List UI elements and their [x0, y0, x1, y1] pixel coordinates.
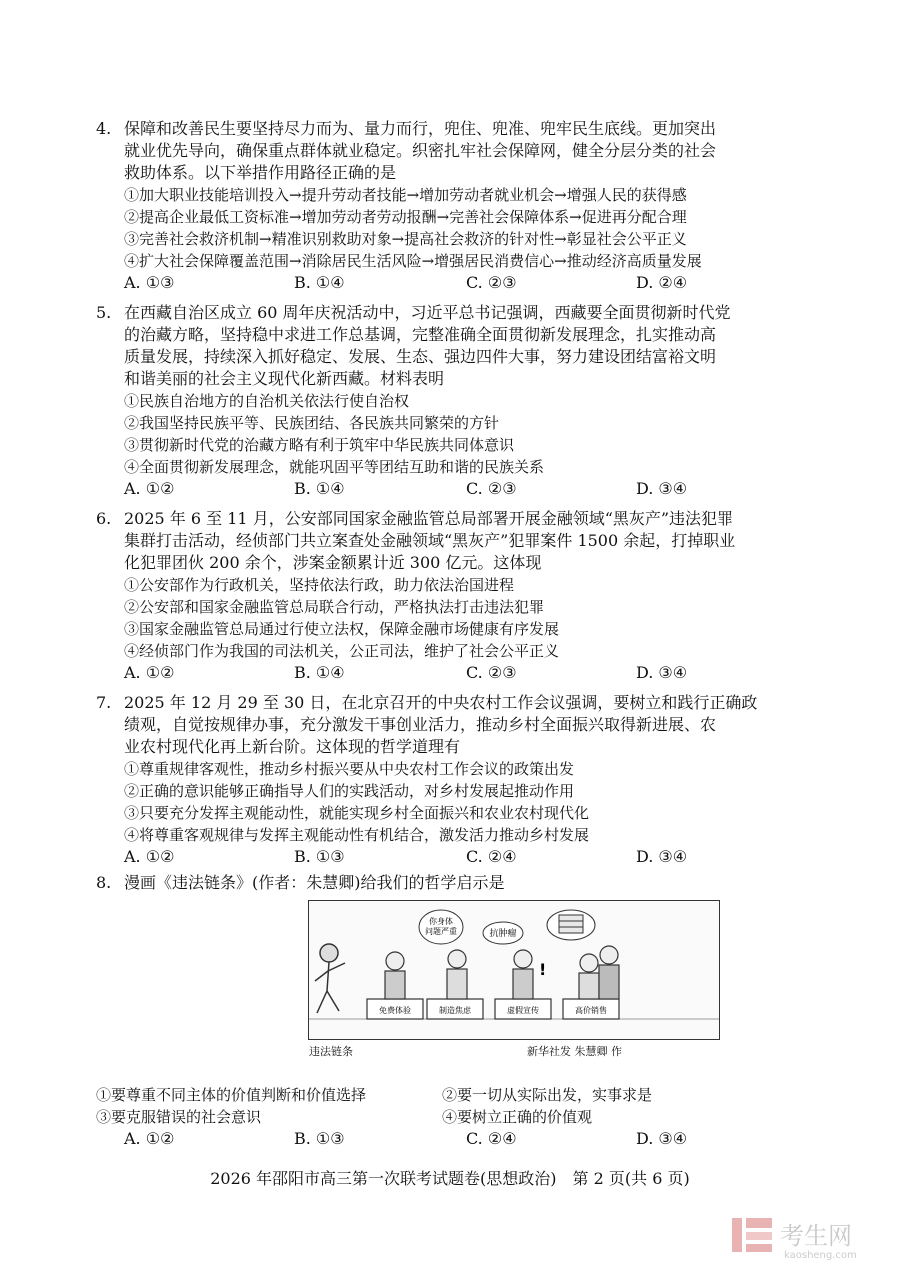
question-6	[96, 508, 816, 684]
cartoon-caption-title: 违法链条	[309, 1045, 353, 1058]
statement-option: ②提高企业最低工资标准→增加劳动者劳动报酬→完善社会保障体系→促进再分配合理	[124, 208, 687, 226]
money-stack	[547, 910, 595, 940]
cartoon-illustration	[308, 900, 720, 1058]
bubble-text-2: 抗肿瘤	[489, 929, 517, 939]
choice-d: D. ③④	[636, 847, 688, 866]
choice-b: B. ①④	[294, 663, 345, 682]
statement-option: ②公安部和国家金融监管总局联合行动，严格执法打击违法犯罪	[124, 598, 545, 616]
statement-option: ①尊重规律客观性，推动乡村振兴要从中央农村工作会议的政策出发	[124, 760, 575, 778]
question-4	[96, 118, 816, 294]
choice-b: B. ①④	[294, 479, 345, 498]
answer-choices	[96, 1128, 816, 1150]
statement-option: ①民族自治地方的自治机关依法行使自治权	[124, 392, 410, 410]
cartoon-drawing	[309, 901, 719, 1039]
sign-false-advertising: 虚假宣传	[507, 1006, 539, 1015]
question-stem-line: 漫画《违法链条》(作者：朱慧卿)给我们的哲学启示是	[124, 873, 505, 892]
statement-option: ②正确的意识能够正确指导人们的实践活动，对乡村发展起推动作用	[124, 782, 575, 800]
question-stem-line: 集群打击活动，经侦部门共立案查处金融领域“黑灰产”犯罪案件 1500 余起，打掉职业	[124, 531, 736, 550]
choice-b: B. ①④	[294, 273, 345, 292]
choice-d: D. ②④	[636, 273, 688, 292]
watermark-name: 考生网	[780, 1222, 852, 1250]
choice-d: D. ③④	[636, 1129, 688, 1148]
option-row	[96, 1106, 816, 1128]
choice-d: D. ③④	[636, 663, 688, 682]
choice-a: A. ①②	[124, 479, 175, 498]
choice-a: A. ①③	[124, 273, 175, 292]
question-stem-line: 绩观，自觉按规律办事，充分激发干事创业活力，推动乡村全面振兴取得新进展、农	[124, 715, 717, 734]
statement-option: ④经侦部门作为我国的司法机关，公正司法，维护了社会公平正义	[124, 642, 560, 660]
exclamation-mark: !	[539, 960, 547, 979]
statement-option: ①公安部作为行政机关，坚持依法行政，助力依法治国进程	[124, 576, 515, 594]
question-stem-line: 救助体系。以下举措作用路径正确的是	[124, 163, 397, 182]
cartoon-caption-credit: 新华社发 朱慧卿 作	[527, 1045, 622, 1058]
sign-create-anxiety: 制造焦虑	[439, 1006, 471, 1015]
logo-mark-bottom	[746, 1244, 772, 1252]
question-number: 8.	[96, 873, 112, 892]
watermark-logo	[728, 1212, 878, 1262]
answer-choices	[96, 846, 816, 868]
choice-c: C. ②③	[466, 273, 517, 292]
question-stem-line: 2025 年 6 至 11 月，公安部同国家金融监管总局部署开展金融领域“黑灰产”违法犯罪	[124, 509, 734, 528]
statement-option: ④要树立正确的价值观	[442, 1108, 593, 1126]
statement-option: ③完善社会救济机制→精准识别救助对象→提高社会救济的针对性→彰显社会公平正义	[124, 230, 687, 248]
question-stem-line: 业农村现代化再上新台阶。这体现的哲学道理有	[124, 737, 461, 756]
question-stem-line: 的治藏方略，坚持稳中求进工作总基调，完整准确全面贯彻新发展理念，扎实推动高	[124, 325, 717, 344]
question-number: 7.	[96, 693, 112, 712]
question-stem-line: 在西藏自治区成立 60 周年庆祝活动中，习近平总书记强调，西藏要全面贯彻新时代党	[124, 303, 731, 322]
answer-choices	[96, 662, 816, 684]
question-number: 6.	[96, 509, 112, 528]
choice-a: A. ①②	[124, 1129, 175, 1148]
question-stem-line: 质量发展，持续深入抓好稳定、发展、生态、强边四件大事，努力建设团结富裕文明	[124, 347, 717, 366]
answer-choices	[96, 272, 816, 294]
bubble-text-1: 你身体	[429, 917, 453, 926]
statement-option: ②我国坚持民族平等、民族团结、各民族共同繁荣的方针	[124, 414, 500, 432]
question-number: 5.	[96, 303, 112, 322]
question-stem-line: 和谐美丽的社会主义现代化新西藏。材料表明	[124, 369, 445, 388]
bubble-text-1b: 问题严重	[425, 927, 457, 936]
statement-option: ③国家金融监管总局通过行使立法权，保障金融市场健康有序发展	[124, 620, 560, 638]
option-row	[96, 1084, 816, 1106]
question-stem-line: 2025 年 12 月 29 至 30 日，在北京召开的中央农村工作会议强调，要树立和践行正确政	[124, 693, 758, 712]
choice-b: B. ①③	[294, 847, 345, 866]
statement-option: ④将尊重客观规律与发挥主观能动性有机结合，激发活力推动乡村发展	[124, 826, 590, 844]
choice-b: B. ①③	[294, 1129, 345, 1148]
statement-option: ①要尊重不同主体的价值判断和价值选择	[96, 1086, 367, 1104]
watermark-url: kaosheng.com	[784, 1250, 857, 1261]
choice-a: A. ①②	[124, 847, 175, 866]
question-8-options	[96, 1084, 816, 1150]
statement-option: ②要一切从实际出发，实事求是	[442, 1086, 653, 1104]
logo-mark-mid	[746, 1232, 772, 1240]
choice-c: C. ②④	[466, 1129, 517, 1148]
question-stem-line: 就业优先导向，确保重点群体就业稳定。织密扎牢社会保障网，健全分层分类的社会	[124, 141, 717, 160]
question-8-stem	[96, 872, 816, 894]
question-7	[96, 692, 816, 868]
running-man-figure	[315, 944, 345, 1013]
answer-choices	[96, 478, 816, 500]
statement-option: ③只要充分发挥主观能动性，就能实现乡村全面振兴和农业农村现代化	[124, 804, 590, 822]
logo-mark-left	[732, 1218, 742, 1252]
choice-c: C. ②③	[466, 479, 517, 498]
choice-c: C. ②④	[466, 847, 517, 866]
choice-a: A. ①②	[124, 663, 175, 682]
question-stem-line: 保障和改善民生要坚持尽力而为、量力而行，兜住、兜准、兜牢民生底线。更加突出	[124, 119, 717, 138]
choice-c: C. ②③	[466, 663, 517, 682]
statement-option: ④全面贯彻新发展理念，就能巩固平等团结互助和谐的民族关系	[124, 458, 545, 476]
page-footer: 2026 年邵阳市高三第一次联考试题卷(思想政治) 第 2 页(共 6 页)	[210, 1169, 690, 1188]
question-number: 4.	[96, 119, 112, 138]
choice-d: D. ③④	[636, 479, 688, 498]
logo-mark-top	[746, 1218, 772, 1228]
sign-high-price-sales: 高价销售	[575, 1006, 607, 1015]
statement-option: ①加大职业技能培训投入→提升劳动者技能→增加劳动者就业机会→增强人民的获得感	[124, 186, 687, 204]
statement-option: ③要克服错误的社会意识	[96, 1108, 262, 1126]
sign-free-trial: 免费体验	[379, 1006, 411, 1015]
question-5	[96, 302, 816, 500]
statement-option: ③贯彻新时代党的治藏方略有利于筑牢中华民族共同体意识	[124, 436, 515, 454]
watermark-graphic	[728, 1212, 878, 1262]
question-stem-line: 化犯罪团伙 200 余个，涉案金额累计近 300 亿元。这体现	[124, 553, 542, 572]
statement-option: ④扩大社会保障覆盖范围→消除居民生活风险→增强居民消费信心→推动经济高质量发展	[124, 252, 702, 270]
